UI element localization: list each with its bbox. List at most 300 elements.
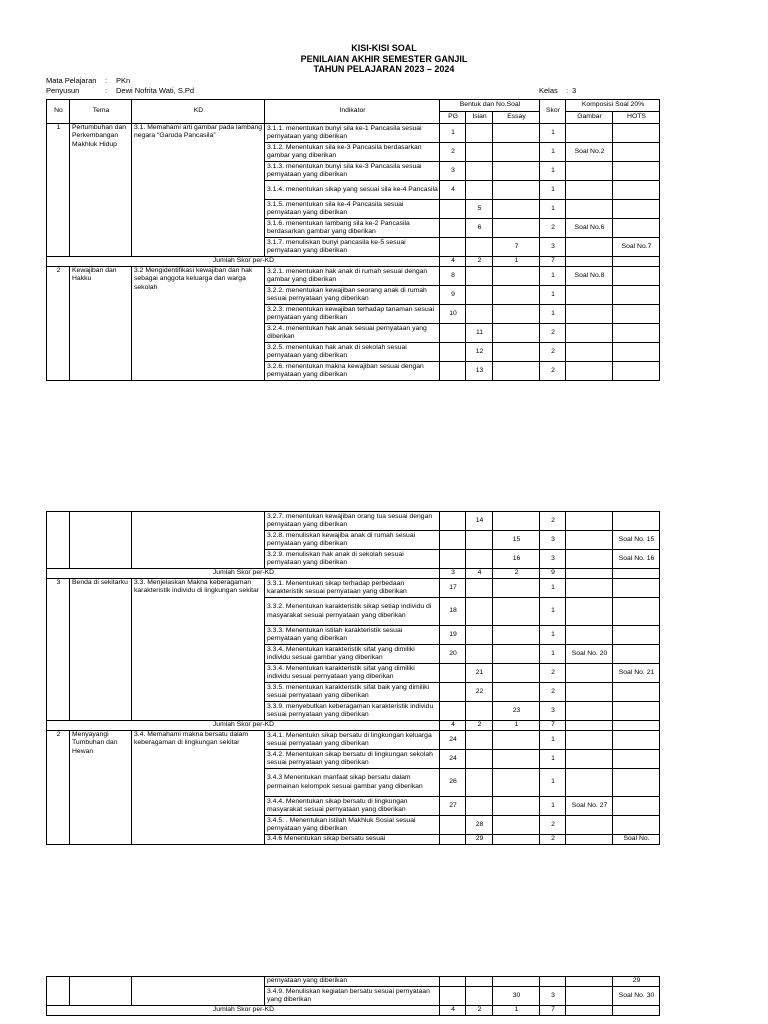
indikator-cell: 3.2.5. menentukan hak anak di sekolah sesuai pernyataan yang diberikan [265,343,440,362]
pg-cell [440,512,466,531]
pg-cell [440,550,466,569]
isian-cell [466,797,493,816]
col-essay: Essay [493,112,540,124]
gambar-cell [566,200,613,219]
isian-cell: 21 [466,664,493,683]
pg-cell: 3 [440,162,466,181]
kelas-sep: : [566,86,569,95]
sum-label: Jumlah Skor per-KD [47,1006,440,1016]
isian-cell: 13 [466,362,493,381]
essay-cell [493,512,540,531]
indikator-cell: 3.3.4. Menentukan karakteristik sifat yang dimiliki individu sesuai gambar yang diberikan [265,645,440,664]
isian-cell: 11 [466,324,493,343]
sum-row-kd-3-2 [47,569,660,579]
sum-essay: 2 [493,569,540,579]
pg-cell: 4 [440,181,466,200]
isian-cell [466,702,493,721]
table-row [47,579,660,598]
group-kd-3-4-continued [47,977,660,1006]
sum-pg: 4 [440,257,466,267]
hots-cell: Soal No. 15 [613,531,660,550]
indikator-cell: 3.4.6 Menentukan sikap bersatu sesuai [265,835,440,845]
skor-cell: 1 [540,181,566,200]
essay-cell: 7 [493,238,540,257]
indikator-cell: 3.3.1. Menentukan sikap terhadap perbedaan karakteristik sesuai pernyataan yang diberikan [265,579,440,598]
isian-cell: 6 [466,219,493,238]
hots-cell [613,143,660,162]
skor-cell: 1 [540,124,566,143]
indikator-cell: 3.1.2. Menentukan sila ke-3 Pancasila berdasarkan gambar yang diberikan [265,143,440,162]
gambar-cell [566,124,613,143]
hots-cell [613,343,660,362]
col-pg: PG [440,112,466,124]
skor-cell: 1 [540,143,566,162]
essay-cell [493,305,540,324]
row-kd: 3.1. Memahami arti gambar pada lambang negara “Garuda Pancasila” [132,124,265,257]
hots-cell [613,162,660,181]
essay-cell [493,750,540,769]
col-tema: Tema [70,100,132,124]
doc-title: KISI-KISI SOAL [351,43,417,53]
sum-row-kd-3-1 [47,257,660,267]
skor-cell: 3 [540,987,566,1006]
col-no: No [47,100,70,124]
gambar-cell [566,750,613,769]
skor-cell: 3 [540,702,566,721]
pg-cell [440,531,466,550]
gambar-cell [566,816,613,835]
group-kd-3-4 [47,731,660,845]
indikator-cell: 3.1.6. menentukan lambang sila ke-2 Pancasila berdasarkan gambar yang diberikan [265,219,440,238]
col-gambar: Gambar [566,112,613,124]
indikator-cell: 3.1.5. menentukan sila ke-4 Pancasila sesuai pernyataan yang diberikan [265,200,440,219]
indikator-cell: 3.2.8. menuliskan kewajiba anak di rumah sesuai pernyataan yang diberikan [265,531,440,550]
skor-cell: 2 [540,362,566,381]
essay-cell [493,143,540,162]
row-kd: 3.4. Memahami makna bersatu dalam keberagaman di lingkungan sekitar [132,731,265,845]
pg-cell: 17 [440,579,466,598]
pg-cell: 8 [440,267,466,286]
sum-skor: 9 [540,569,566,579]
isian-cell [466,267,493,286]
skor-cell: 2 [540,683,566,702]
pg-cell: 2 [440,143,466,162]
hots-cell [613,683,660,702]
skor-cell: 1 [540,286,566,305]
row-no [47,977,70,1006]
essay-cell [493,343,540,362]
pg-cell: 10 [440,305,466,324]
row-no: 2 [47,267,70,381]
hots-cell [613,769,660,797]
hots-cell: Soal No. 16 [613,550,660,569]
isian-cell [466,286,493,305]
gambar-cell [566,579,613,598]
sum-hots [613,257,660,267]
row-kd: 3.3. Menjelaskan Makna keberagaman karakteristik individu di lingkungan sekitar [132,579,265,721]
gambar-cell: Soal No.8 [566,267,613,286]
pg-cell: 19 [440,626,466,645]
skor-cell: 1 [540,750,566,769]
essay-cell [493,598,540,626]
doc-subtitle: PENILAIAN AKHIR SEMESTER GANJIL [300,54,468,64]
pg-cell: 26 [440,769,466,797]
pg-cell [440,343,466,362]
table-row [47,512,660,531]
isian-cell [466,769,493,797]
sum-gambar [566,1006,613,1016]
pg-cell [440,977,466,987]
hots-cell [613,797,660,816]
essay-cell [493,267,540,286]
sum-gambar [566,257,613,267]
sum-hots [613,569,660,579]
gambar-cell [566,181,613,200]
hots-cell [613,645,660,664]
essay-cell [493,664,540,683]
gambar-cell [566,324,613,343]
pg-cell [440,987,466,1006]
gambar-cell [566,626,613,645]
sum-pg: 4 [440,721,466,731]
gambar-cell: Soal No.2 [566,143,613,162]
pg-cell [440,683,466,702]
pg-cell: 18 [440,598,466,626]
isian-cell [466,531,493,550]
isian-cell [466,305,493,324]
hots-cell [613,324,660,343]
essay-cell [493,769,540,797]
sum-row-kd-3-4 [47,1006,660,1016]
gambar-cell [566,512,613,531]
group-kd-3-2-continued [47,512,660,569]
sum-row-kd-3-3 [47,721,660,731]
sum-skor: 7 [540,257,566,267]
gambar-cell [566,769,613,797]
skor-cell: 1 [540,305,566,324]
isian-cell [466,731,493,750]
table-row [47,124,660,143]
row-tema [70,512,132,569]
essay-cell [493,124,540,143]
pg-cell [440,219,466,238]
group-kd-3-3 [47,579,660,721]
skor-cell: 2 [540,816,566,835]
hots-cell: Soal No. 21 [613,664,660,683]
kisi-table-page3 [46,976,660,1016]
hots-cell [613,702,660,721]
table-row [47,267,660,286]
isian-cell: 29 [466,835,493,845]
col-skor: Skor [540,100,566,124]
col-isian: Isian [466,112,493,124]
pg-cell: 20 [440,645,466,664]
indikator-cell: 3.3.9. menyebutkan keberagaman karakteristik individu sesuai pernyataan yang diberikan [265,702,440,721]
kisi-table-page1 [46,99,660,381]
isian-cell [466,987,493,1006]
hots-cell [613,267,660,286]
isian-cell: 14 [466,512,493,531]
essay-cell: 16 [493,550,540,569]
group-kd-3-2 [47,267,660,381]
mapel-value: PKn [116,76,131,85]
indikator-cell: 3.1.4. menentukan sikap yang sesuai sila ke-4 Pancasila [265,181,440,200]
isian-cell [466,598,493,626]
isian-cell [466,238,493,257]
skor-cell: 2 [540,512,566,531]
gambar-cell [566,162,613,181]
indikator-cell: 3.1.1. menentukan bunyi sila ke-1 Pancasila sesuai pernyataan yang diberikan [265,124,440,143]
skor-cell: 1 [540,162,566,181]
hots-cell: Soal No. 30 [613,987,660,1006]
row-no: 2 [47,731,70,845]
row-tema: Kewajiban dan Hakku [70,267,132,381]
isian-cell: 5 [466,200,493,219]
kelas-value: 3 [572,86,577,95]
isian-cell [466,143,493,162]
skor-cell: 3 [540,550,566,569]
pg-cell [440,664,466,683]
essay-cell [493,286,540,305]
hots-cell [613,362,660,381]
gambar-cell [566,550,613,569]
gambar-cell [566,343,613,362]
hots-cell [613,816,660,835]
row-tema: Pertumbuhan dan Perkembangan Makhluk Hidup [70,124,132,257]
doc-year: TAHUN PELAJARAN 2023 – 2024 [313,64,455,74]
hots-cell [613,305,660,324]
indikator-cell: 3.2.7. menentukan kewajiban orang tua sesuai dengan pernyataan yang diberikan [265,512,440,531]
essay-cell [493,181,540,200]
group-kd-3-1 [47,124,660,257]
essay-cell [493,835,540,845]
row-tema: Benda di sekitarku [70,579,132,721]
sum-pg: 4 [440,1006,466,1016]
isian-cell [466,750,493,769]
pg-cell: 24 [440,750,466,769]
essay-cell: 15 [493,531,540,550]
penyusun-sep: : [105,86,108,95]
sum-gambar [566,721,613,731]
essay-cell [493,162,540,181]
penyusun-value: Dewi Nofrita Wati, S.Pd [116,86,195,95]
hots-cell [613,181,660,200]
isian-cell: 28 [466,816,493,835]
isian-cell: 12 [466,343,493,362]
hots-cell [613,626,660,645]
skor-cell: 2 [540,324,566,343]
row-tema [70,977,132,1006]
gambar-cell [566,238,613,257]
essay-cell [493,219,540,238]
isian-cell [466,550,493,569]
pg-cell [440,702,466,721]
gambar-cell [566,664,613,683]
isian-cell [466,162,493,181]
hots-cell [613,579,660,598]
essay-cell [493,626,540,645]
gambar-cell: Soal No. 20 [566,645,613,664]
skor-cell: 1 [540,267,566,286]
sum-hots [613,721,660,731]
hots-cell [613,731,660,750]
isian-cell: 22 [466,683,493,702]
indikator-cell: 3.4.4. Menentukan sikap bersatu di lingkungan masyarakat sesuai pernyataan yang diberikan [265,797,440,816]
sum-isian: 2 [466,1006,493,1016]
hots-cell [613,124,660,143]
essay-cell [493,977,540,987]
mapel-sep: : [105,76,108,85]
essay-cell [493,797,540,816]
skor-cell: 1 [540,200,566,219]
pg-cell [440,835,466,845]
isian-cell [466,124,493,143]
table-row [47,731,660,750]
kelas-label: Kelas [539,86,558,95]
sum-essay: 1 [493,1006,540,1016]
col-komposisi: Komposisi Soal 20% [566,100,660,112]
indikator-cell: 3.3.3. Menentukan istilah karakteristik sesuai pernyataan yang diberikan [265,626,440,645]
gambar-cell [566,305,613,324]
hots-cell [613,200,660,219]
indikator-cell: 3.2.1. menentukan hak anak di rumah sesuai dengan gambar yang diberikan [265,267,440,286]
sum-label: Jumlah Skor per-KD [47,569,440,579]
sum-isian: 2 [466,721,493,731]
row-kd [132,977,265,1006]
sum-label: Jumlah Skor per-KD [47,257,440,267]
indikator-cell: 3.3.4. Menentukan karakteristik sifat yang dimiliki individu sesuai pernyataan yang diberikan [265,664,440,683]
kisi-table-page2 [46,511,660,845]
gambar-cell [566,731,613,750]
isian-cell [466,181,493,200]
pg-cell: 1 [440,124,466,143]
indikator-cell: 3.1.7. menuliskan bunyi pancasila ke-5 sesuai pernyataan yang diberikan [265,238,440,257]
sum-gambar [566,569,613,579]
sum-essay: 1 [493,721,540,731]
hots-cell [613,750,660,769]
row-kd: 3.2 Mengidentifikasi kewajiban dan hak sebagai anggota keluarga dan warga sekolah [132,267,265,381]
gambar-cell [566,977,613,987]
col-hots: HOTS [613,112,660,124]
skor-cell [540,977,566,987]
indikator-cell: 3.3.2. Menentukan karakteristik sikap setiap individu di masyarakat sesuai pernyataan yang diberikan [265,598,440,626]
essay-cell [493,579,540,598]
isian-cell [466,579,493,598]
sum-label: Jumlah Skor per-KD [47,721,440,731]
gambar-cell [566,362,613,381]
sum-hots [613,1006,660,1016]
indikator-cell: 3.4.2. Menentukan sikap bersatu di lingkungan sekolah sesuai pernyataan yang diberikan [265,750,440,769]
skor-cell: 2 [540,219,566,238]
row-no [47,512,70,569]
gambar-cell [566,683,613,702]
hots-cell: Soal No. [613,835,660,845]
skor-cell: 1 [540,598,566,626]
indikator-cell: 3.4.3 Menentukan manfaat sikap bersatu dalam permainan kelompok sesuai gambar yang diberikan [265,769,440,797]
skor-cell: 1 [540,579,566,598]
indikator-cell: 3.2.4. menentukan hak anak sesuai pernyataan yang diberikan [265,324,440,343]
essay-cell [493,200,540,219]
skor-cell: 1 [540,769,566,797]
skor-cell: 1 [540,731,566,750]
indikator-cell: 3.4.5. . Menentukan istilah Makhluk Sosial sesuai pernyataan yang diberikan [265,816,440,835]
indikator-cell: 3.2.9. menuliskan hak anak di sekolah sesuai pernyataan yang diberikan [265,550,440,569]
essay-cell [493,731,540,750]
pg-cell: 27 [440,797,466,816]
isian-cell [466,645,493,664]
skor-cell: 2 [540,664,566,683]
table-row [47,977,660,987]
indikator-cell: 3.4.9. Menuliskan kegiatan bersatu sesuai pernyataan yang diberikan [265,987,440,1006]
gambar-cell [566,598,613,626]
gambar-cell [566,702,613,721]
essay-cell: 30 [493,987,540,1006]
row-kd [132,512,265,569]
penyusun-label: Penyusun [46,86,80,95]
gambar-cell: Soal No.6 [566,219,613,238]
skor-cell: 1 [540,645,566,664]
pg-cell [440,362,466,381]
hots-cell [613,598,660,626]
gambar-cell [566,987,613,1006]
pg-cell [440,200,466,219]
col-kd: KD [132,100,265,124]
sum-skor: 7 [540,721,566,731]
isian-cell [466,977,493,987]
indikator-cell: 3.3.5. menentukan karakteristik sifat baik yang dimiliki sesuai pernyataan yang diberikan [265,683,440,702]
sum-essay: 1 [493,257,540,267]
skor-cell: 3 [540,531,566,550]
essay-cell [493,683,540,702]
skor-cell: 3 [540,238,566,257]
hots-cell [613,219,660,238]
indikator-cell: 3.1.3. menentukan bunyi sila ke-3 Pancasila sesuai pernyataan yang diberikan [265,162,440,181]
row-tema: Menyayangi Tumbuhan dan Hewan [70,731,132,845]
essay-cell [493,324,540,343]
row-no: 3 [47,579,70,721]
skor-cell: 1 [540,626,566,645]
indikator-cell: 3.4.1. Menentukn sikap bersatu di lingkungan keluarga sesuai pernyataan yang diberikan [265,731,440,750]
pg-cell [440,816,466,835]
col-bentuk: Bentuk dan No.Soal [440,100,540,112]
hots-cell: 29 [613,977,660,987]
essay-cell [493,816,540,835]
pg-cell: 9 [440,286,466,305]
indikator-cell: 3.2.2. menentukan kewajiban seorang anak di rumah sesuai pernyataan yang diberikan [265,286,440,305]
indikator-cell: 3.2.6. menentukan makna kewajiban sesuai dengan pernyataan yang diberikan [265,362,440,381]
pg-cell: 24 [440,731,466,750]
skor-cell: 2 [540,835,566,845]
hots-cell [613,512,660,531]
essay-cell [493,645,540,664]
essay-cell: 23 [493,702,540,721]
indikator-cell: 3.2.3. menentukan kewajiban terhadap tanaman sesuai pernyataan yang diberikan [265,305,440,324]
gambar-cell [566,531,613,550]
mapel-label: Mata Pelajaran [46,76,97,85]
essay-cell [493,362,540,381]
sum-skor: 7 [540,1006,566,1016]
pg-cell [440,324,466,343]
sum-pg: 3 [440,569,466,579]
skor-cell: 1 [540,797,566,816]
hots-cell: Soal No.7 [613,238,660,257]
col-indikator: Indikator [265,100,440,124]
gambar-cell [566,286,613,305]
gambar-cell: Soal No. 27 [566,797,613,816]
isian-cell [466,626,493,645]
indikator-cell: pernyataan yang diberikan [265,977,440,987]
sum-isian: 4 [466,569,493,579]
